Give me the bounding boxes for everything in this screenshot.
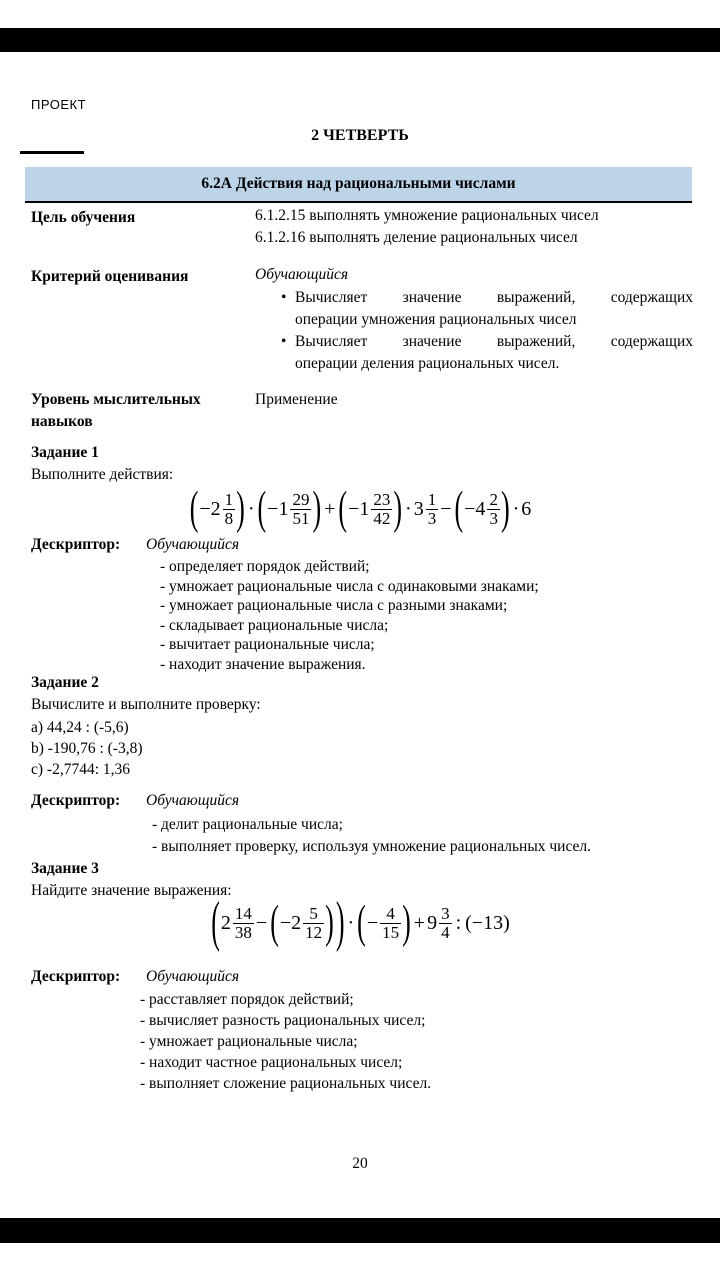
mixed-whole: −1: [348, 498, 370, 520]
task2-title: Задание 2: [31, 674, 99, 691]
descriptor-item: - находит частное рациональных чисел;: [140, 1054, 403, 1071]
lparen: (: [338, 482, 348, 534]
page-number: 20: [352, 1155, 368, 1172]
mixed-number: [348, 491, 392, 528]
fraction-denominator: 42: [373, 508, 391, 528]
lparen: (: [211, 890, 220, 954]
task2-options: [31, 717, 143, 780]
task2-descriptor-items: [152, 814, 591, 858]
task1-title: Задание 1: [31, 444, 99, 461]
operator-multiply: ·: [247, 497, 255, 520]
descriptor-item: - делит рациональные числа;: [152, 816, 343, 833]
goal-line-1: 6.1.2.15 выполнять умножение рациональных чисел: [255, 207, 599, 224]
task3-descriptor-label: Дескриптор:: [31, 968, 121, 985]
lparen: (: [357, 896, 366, 948]
fraction: [290, 491, 311, 528]
level-label-line-2: навыков: [31, 413, 93, 430]
task2-descriptor-label: Дескриптор:: [31, 792, 121, 809]
fraction: [303, 905, 324, 942]
fraction-denominator: 12: [305, 922, 323, 942]
mixed-number: [199, 491, 235, 528]
descriptor-item: - выполняет проверку, используя умножение рациональных чисел.: [152, 838, 592, 855]
goal-label: Цель обучения: [31, 209, 136, 226]
number-in-parens: (−13): [465, 911, 510, 934]
fraction-numerator: 4: [380, 905, 401, 924]
mixed-whole: 2: [220, 912, 231, 934]
fraction-numerator: 14: [234, 903, 252, 923]
descriptor-item: - умножает рациональные числа с одинаковыми знаками;: [160, 577, 539, 595]
task1-descriptor-label: Дескриптор:: [31, 536, 121, 553]
level-label-line-1: Уровень мыслительных: [31, 391, 201, 408]
mixed-number: [464, 491, 500, 528]
descriptor-item: - умножает рациональные числа с разными знаками;: [160, 597, 508, 614]
descriptor-item: - выполняет сложение рациональных чисел.: [140, 1075, 432, 1092]
fraction-numerator: 29: [292, 489, 310, 509]
watermark-label: ПРОЕКТ: [31, 97, 87, 112]
rparen: ): [335, 890, 345, 954]
mixed-whole: −2: [199, 498, 221, 520]
rparen: ): [236, 482, 245, 534]
descriptor-item: - складывает рациональные числа;: [160, 616, 389, 634]
rparen: ): [402, 896, 411, 948]
fraction-denominator: 4: [441, 922, 450, 942]
mixed-number: [221, 905, 254, 942]
descriptor-item: - находит значение выражения.: [160, 655, 366, 673]
fraction-denominator: 38: [234, 922, 252, 942]
operator-divide: :: [455, 911, 462, 934]
task2-option-a: a) 44,24 : (-5,6): [31, 719, 129, 736]
rparen: ): [312, 482, 322, 534]
fraction-numerator: 2: [489, 489, 498, 509]
mixed-number: [267, 491, 311, 528]
descriptor-item: - расставляет порядок действий;: [140, 991, 354, 1008]
rparen: ): [500, 482, 510, 534]
operator-multiply: ·: [405, 497, 412, 520]
bullet-icon: •: [281, 289, 287, 306]
lparen: (: [189, 482, 199, 534]
goal-line-2: 6.1.2.16 выполнять деление рациональных чисел: [255, 229, 578, 246]
fraction: [487, 491, 500, 528]
section-banner: [25, 167, 692, 203]
operator-minus: −: [440, 497, 452, 520]
fraction-denominator: 51: [292, 508, 310, 528]
descriptor-item: - умножает рациональные числа;: [140, 1033, 358, 1050]
mixed-whole: −1: [267, 498, 289, 520]
task2-option-b: b) -190,76 : (-3,8): [31, 740, 143, 757]
task2-prompt: Вычислите и выполните проверку:: [31, 696, 261, 713]
operator-multiply: ·: [512, 497, 520, 520]
operator-plus: +: [413, 911, 426, 934]
mixed-number: [414, 491, 439, 528]
quarter-title: 2 ЧЕТВЕРТЬ: [311, 127, 409, 144]
task1-descriptor-items: [160, 557, 539, 674]
fraction-denominator: 3: [489, 508, 498, 528]
bullet-icon: •: [281, 333, 287, 350]
operator-multiply: ·: [347, 911, 355, 934]
level-value: Применение: [255, 391, 338, 408]
operator-minus: −: [255, 911, 268, 934]
descriptor-item: - вычисляет разность рациональных чисел;: [140, 1012, 426, 1029]
top-letterbox-bar: [0, 28, 720, 52]
number: 6: [521, 497, 532, 520]
criteria-bullet-2-line-1: Вычисляет значение выражений, содержащих: [295, 333, 693, 350]
fraction: [233, 905, 254, 942]
fraction-numerator: 23: [373, 489, 391, 509]
criteria-bullet-1-line-2: операции умножения рациональных чисел: [295, 311, 577, 328]
section-title: 6.2А Действия над рациональными числами: [201, 175, 516, 192]
task1-formula: [0, 482, 720, 536]
fraction-numerator: 5: [303, 905, 324, 924]
task2-descriptor-student: Обучающийся: [146, 792, 240, 809]
fraction: [426, 491, 439, 528]
task1-prompt: Выполните действия:: [31, 466, 174, 483]
descriptor-item: - вычитает рациональные числа;: [160, 636, 375, 653]
fraction-denominator: 8: [224, 508, 234, 528]
criteria-student: Обучающийся: [255, 266, 349, 283]
lparen: (: [257, 482, 267, 534]
criteria-label: Критерий оценивания: [31, 268, 189, 285]
minus-sign: −: [366, 912, 379, 934]
negative-fraction: [367, 905, 401, 942]
fraction: [439, 905, 452, 942]
mixed-whole: −4: [464, 498, 486, 520]
mixed-number: [280, 905, 324, 942]
fraction: [223, 491, 236, 528]
fraction-denominator: 15: [382, 922, 400, 942]
mixed-number: [427, 905, 452, 942]
fraction-numerator: 1: [427, 489, 437, 509]
operator-plus: +: [324, 497, 336, 520]
lparen: (: [270, 896, 279, 948]
fraction-numerator: 3: [441, 903, 450, 923]
criteria-bullet-1-line-1: Вычисляет значение выражений, содержащих: [295, 289, 693, 306]
lparen: (: [454, 482, 464, 534]
task2-option-c: c) -2,7744: 1,36: [31, 761, 131, 778]
fraction-denominator: 3: [427, 508, 437, 528]
mixed-whole: 3: [413, 498, 424, 520]
task3-descriptor-student: Обучающийся: [146, 968, 240, 985]
task3-descriptor-items: [140, 989, 431, 1094]
descriptor-item: - определяет порядок действий;: [160, 558, 370, 575]
task1-descriptor-student: Обучающийся: [146, 536, 240, 553]
fraction: [371, 491, 392, 528]
task3-prompt: Найдите значение выражения:: [31, 882, 232, 899]
mixed-whole: −2: [279, 912, 302, 934]
task3-title: Задание 3: [31, 860, 99, 877]
rparen: ): [393, 482, 403, 534]
criteria-bullet-2-line-2: операции деления рациональных чисел.: [295, 355, 560, 372]
table-border-fragment: [20, 151, 84, 154]
rparen: ): [325, 896, 334, 948]
fraction: [380, 905, 401, 942]
bottom-letterbox-bar: [0, 1218, 720, 1243]
fraction-numerator: 1: [224, 489, 234, 509]
mixed-whole: 9: [427, 912, 438, 934]
